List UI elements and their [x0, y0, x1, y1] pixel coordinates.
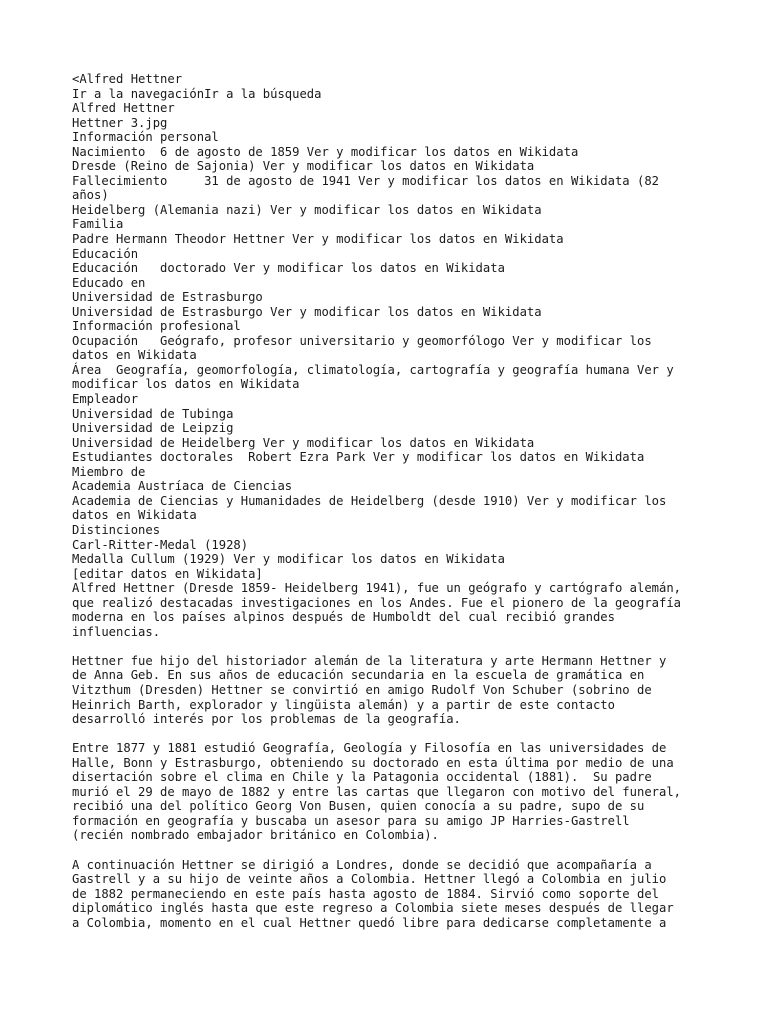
text-line: datos en Wikidata	[72, 508, 197, 523]
text-line: Medalla Cullum (1929) Ver y modificar los datos en Wikidata	[72, 552, 505, 567]
text-line: Universidad de Heidelberg Ver y modificar los datos en Wikidata	[72, 435, 535, 450]
text-line: de Anna Geb. En sus años de educación secundaria en la escuela de gramática en	[72, 668, 645, 683]
text-line: a Colombia, momento en el cual Hettner quedó libre para dedicarse completamente a	[72, 915, 667, 930]
text-line: Universidad de Estrasburgo Ver y modificar los datos en Wikidata	[72, 304, 542, 319]
text-line: de 1882 permaneciendo en este país hasta agosto de 1884. Sirvió como soporte del	[72, 886, 659, 901]
text-line: desarrolló interés por los problemas de la geografía.	[72, 712, 461, 727]
text-line: Distinciones	[72, 522, 161, 537]
text-line: Halle, Bonn y Estrasburgo, obteniendo su doctorado en esta última por medio de una	[72, 755, 674, 770]
text-line: Fallecimiento 31 de agosto de 1941 Ver y modificar los datos en Wikidata (82	[72, 173, 659, 188]
paragraph	[72, 858, 696, 931]
text-line: Ocupación Geógrafo, profesor universitario y geomorfólogo Ver y modificar los	[72, 333, 652, 348]
text-line: Ir a la navegaciónIr a la búsqueda	[72, 86, 322, 101]
document-body	[72, 654, 696, 930]
text-line: Carl-Ritter-Medal (1928)	[72, 537, 249, 552]
text-line: Estudiantes doctorales Robert Ezra Park Ver y modificar los datos en Wikidata	[72, 450, 645, 465]
text-line: modificar los datos en Wikidata	[72, 377, 300, 392]
text-line: que realizó destacadas investigaciones en los Andes. Fue el pionero de la geografía	[72, 595, 682, 610]
text-line: años)	[72, 188, 109, 203]
document-page	[72, 72, 696, 930]
text-line: influencias.	[72, 624, 161, 639]
text-line: Educación	[72, 246, 139, 261]
text-line: Información profesional	[72, 319, 241, 334]
text-line: datos en Wikidata	[72, 348, 197, 363]
text-line: Dresde (Reino de Sajonia) Ver y modificar los datos en Wikidata	[72, 159, 535, 174]
text-line: Empleador	[72, 392, 139, 407]
text-line: Gastrell y a su hijo de veinte años a Colombia. Hettner llegó a Colombia en julio	[72, 872, 667, 887]
text-line: Alfred Hettner (Dresde 1859- Heidelberg 1941), fue un geógrafo y cartógrafo alemán,	[72, 581, 682, 596]
text-line: [editar datos en Wikidata]	[72, 566, 263, 581]
text-line: Academia de Ciencias y Humanidades de Heidelberg (desde 1910) Ver y modificar los	[72, 493, 667, 508]
text-line: Entre 1877 y 1881 estudió Geografía, Geología y Filosofía en las universidades de	[72, 741, 667, 756]
text-line: Hettner fue hijo del historiador alemán de la literatura y arte Hermann Hettner y	[72, 653, 667, 668]
text-line: Universidad de Tubinga	[72, 406, 234, 421]
text-line: Universidad de Leipzig	[72, 421, 234, 436]
text-line: Familia	[72, 217, 124, 232]
paragraph	[72, 654, 696, 727]
text-line: Información personal	[72, 130, 219, 145]
text-line: Heidelberg (Alemania nazi) Ver y modificar los datos en Wikidata	[72, 202, 542, 217]
text-line: Vitzthum (Dresden) Hettner se convirtió en amigo Rudolf Von Schuber (sobrino de	[72, 682, 652, 697]
text-line: Educación doctorado Ver y modificar los datos en Wikidata	[72, 261, 505, 276]
text-line: Academia Austríaca de Ciencias	[72, 479, 293, 494]
text-line: Educado en	[72, 275, 146, 290]
text-line: Nacimiento 6 de agosto de 1859 Ver y modificar los datos en Wikidata	[72, 144, 579, 159]
text-line: Área Geografía, geomorfología, climatología, cartografía y geografía humana Ver y	[72, 362, 674, 377]
text-line: <Alfred Hettner	[72, 72, 183, 86]
text-line: Alfred Hettner	[72, 101, 175, 116]
text-line: Hettner 3.jpg	[72, 115, 168, 130]
text-line: disertación sobre el clima en Chile y la Patagonia occidental (1881). Su padre	[72, 770, 652, 785]
text-line: moderna en los países alpinos después de Humboldt del cual recibió grandes	[72, 610, 615, 625]
text-line: Miembro de	[72, 464, 146, 479]
paragraph	[72, 741, 696, 843]
document-header-block	[72, 72, 696, 639]
text-line: Heinrich Barth, explorador y lingüista alemán) y a partir de este contacto	[72, 697, 615, 712]
text-line: Universidad de Estrasburgo	[72, 290, 263, 305]
text-line: (recién nombrado embajador británico en Colombia).	[72, 828, 439, 843]
text-line: formación en geografía y buscaba un asesor para su amigo JP Harries-Gastrell	[72, 813, 630, 828]
text-line: recibió una del político Georg Von Busen, quien conocía a su padre, supo de su	[72, 799, 645, 814]
text-line: Padre Hermann Theodor Hettner Ver y modificar los datos en Wikidata	[72, 232, 564, 247]
text-line: murió el 29 de mayo de 1882 y entre las cartas que llegaron con motivo del funeral,	[72, 784, 682, 799]
text-line: diplomático inglés hasta que este regreso a Colombia siete meses después de llegar	[72, 901, 674, 916]
text-line: A continuación Hettner se dirigió a Londres, donde se decidió que acompañaría a	[72, 857, 652, 872]
